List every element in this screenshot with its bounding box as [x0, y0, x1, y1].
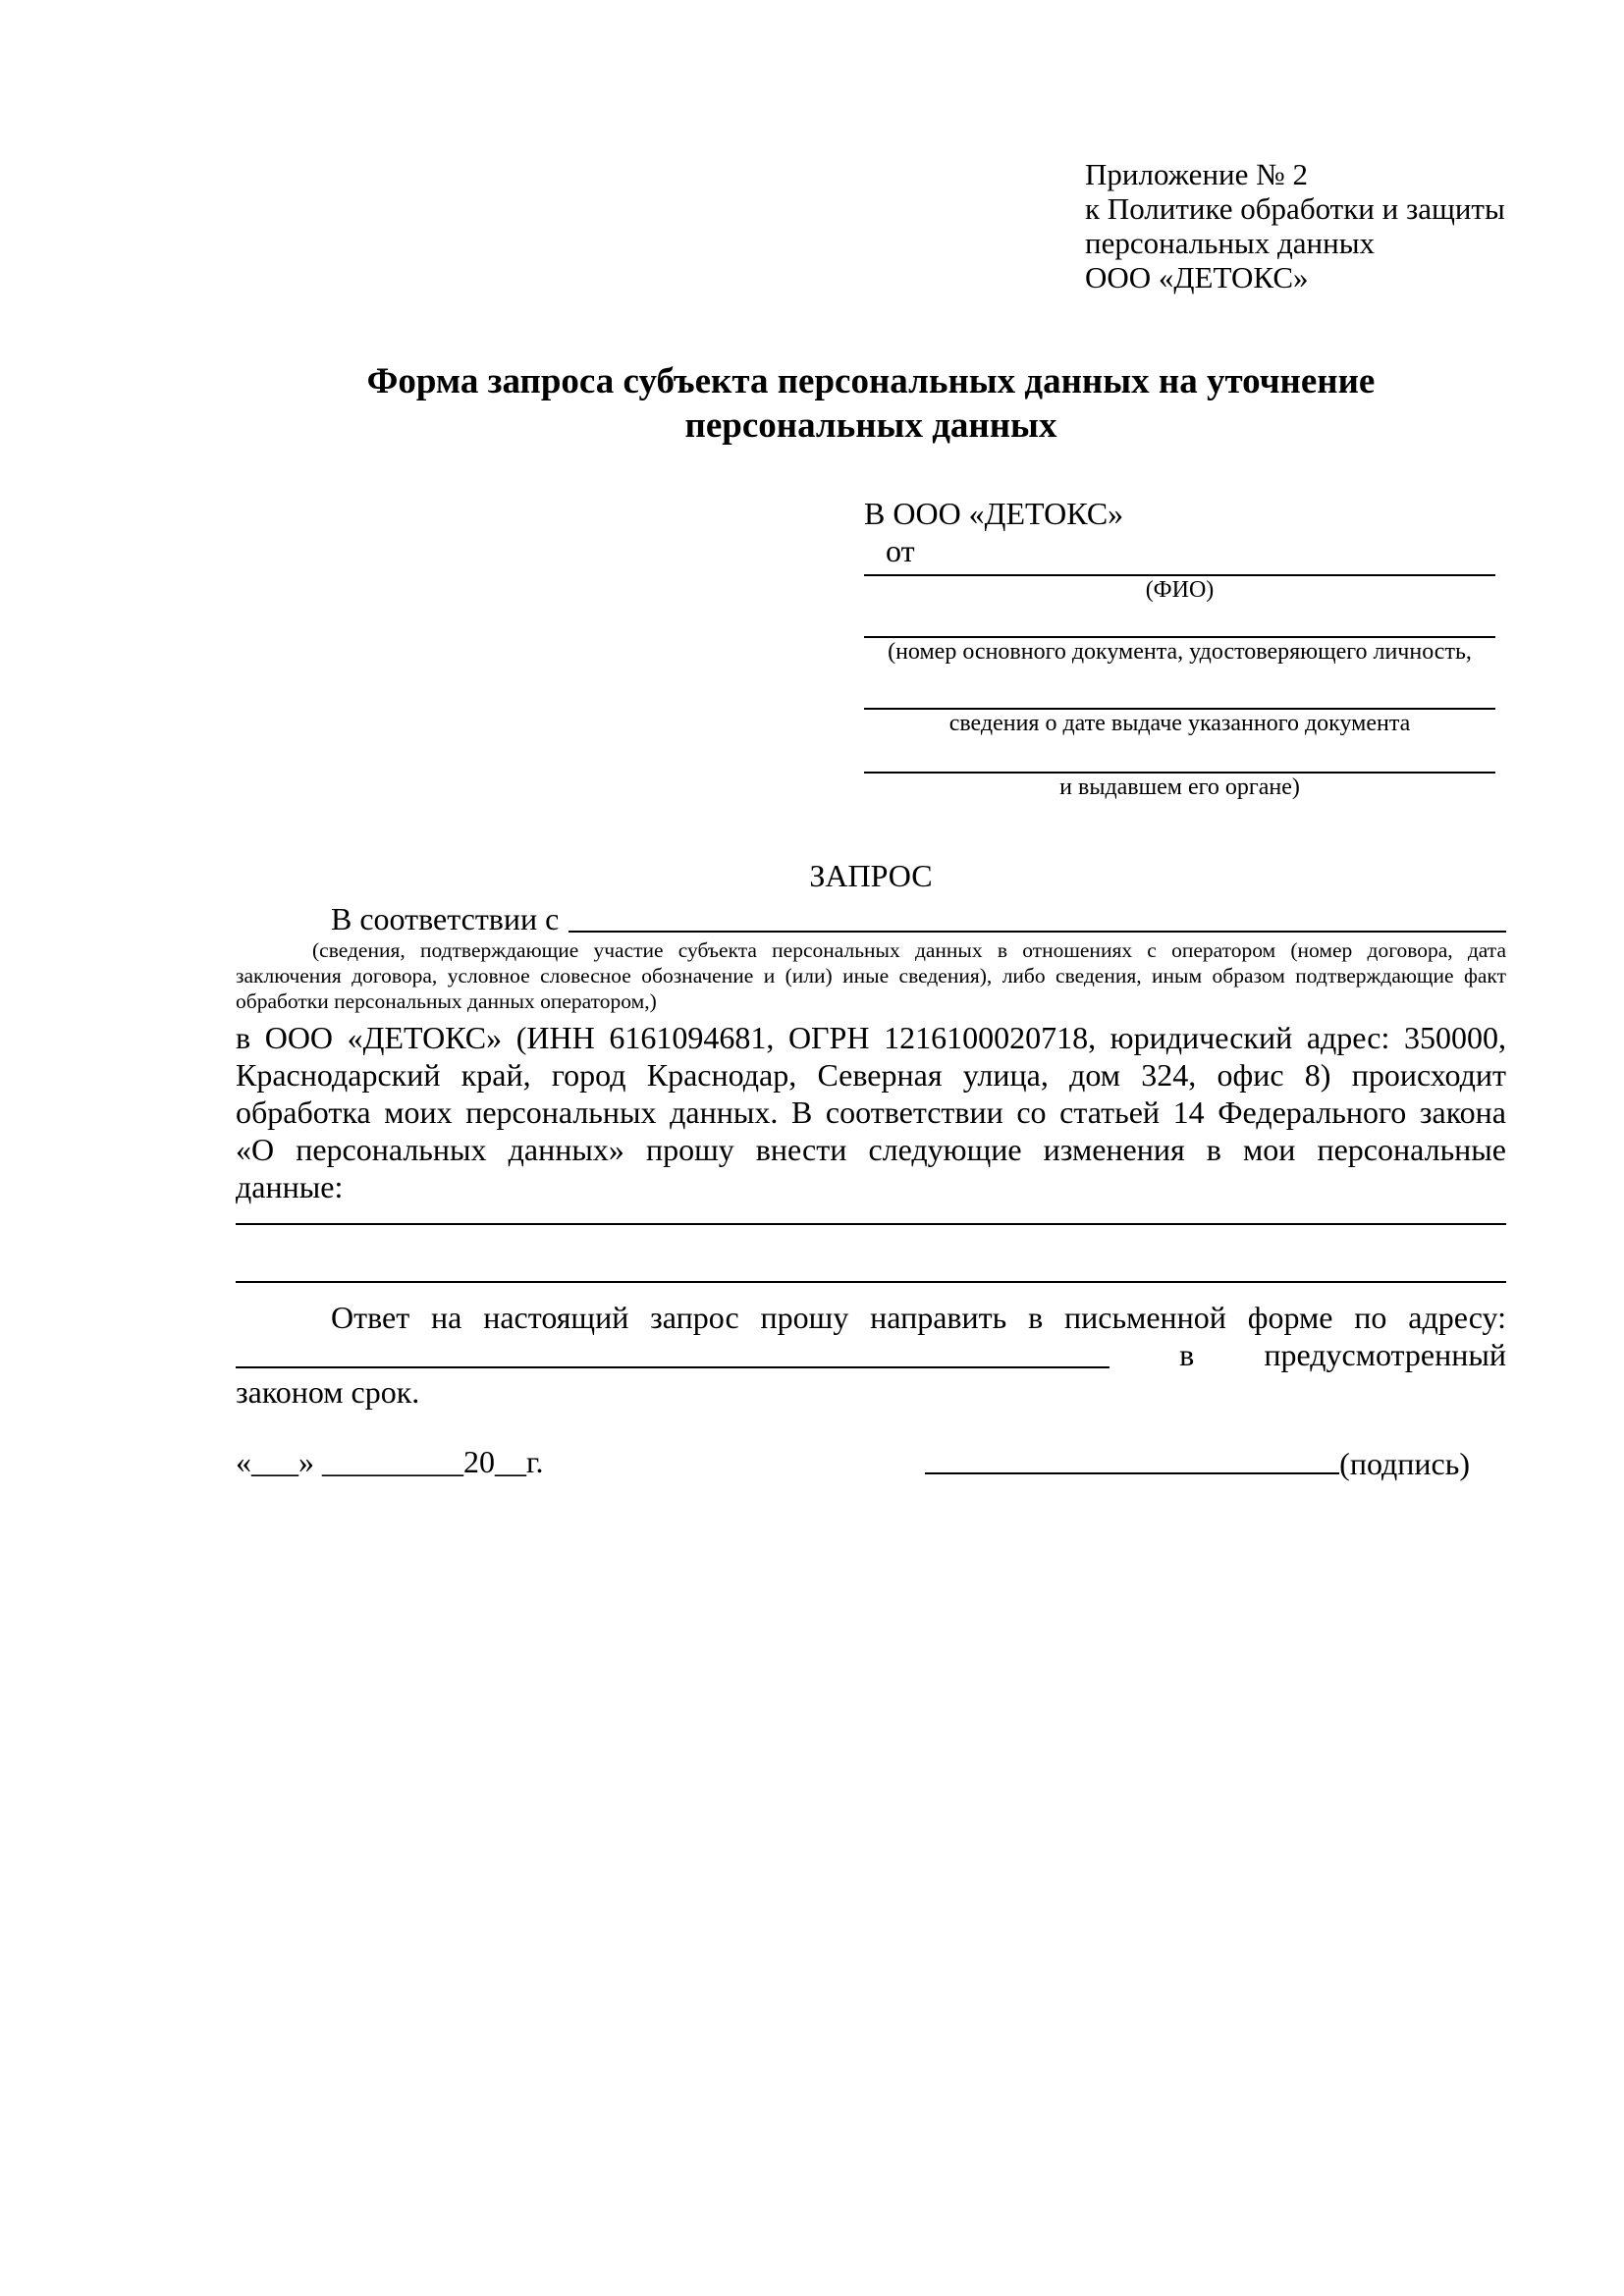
document-title-line: персональных данных: [684, 405, 1057, 446]
request-body-line: «О персональных данных» прошу внести следующие изменения в мои персональные: [236, 1132, 1506, 1167]
header-block: [1085, 157, 1506, 294]
fio-caption: (ФИО): [1145, 577, 1215, 603]
fio-blank-line: [864, 569, 1495, 576]
intro-line: [236, 900, 1506, 937]
addressee-to: В ООО «ДЕТОКС»: [864, 496, 1124, 531]
issue-date-caption: сведения о дате выдаче указанного документа: [948, 711, 1411, 736]
header-line: ООО «ДЕТОКС»: [1085, 260, 1309, 294]
reply-line-1: Ответ на настоящий запрос прошу направить в письменной форме по адресу:: [331, 1300, 1506, 1335]
request-body-line: Краснодарский край, город Краснодар, Северная улица, дом 324, офис 8) происходит: [236, 1057, 1506, 1093]
intro-label: В соответствии с: [331, 901, 560, 936]
request-heading: ЗАПРОС: [809, 858, 933, 893]
document-number-caption: (номер основного документа, удостоверяющего личность,: [888, 639, 1472, 665]
reply-line-2: [236, 1336, 1506, 1373]
explanatory-note-line: обработки персональных данных оператором,): [236, 989, 657, 1013]
header-line: Приложение № 2: [1085, 157, 1308, 191]
reply-paragraph: [236, 1299, 1506, 1411]
intro-blank-line: [568, 900, 1506, 933]
document-number-blank-line: [864, 604, 1495, 638]
reply-line-3: законом срок.: [236, 1374, 420, 1410]
document-title-line: Форма запроса субъекта персональных данных на уточнение: [366, 361, 1376, 401]
signature-caption: (подпись): [1339, 1446, 1470, 1481]
header-line: персональных данных: [1085, 226, 1376, 260]
header-line: к Политике обработки и защиты: [1085, 191, 1505, 226]
document-title: [236, 359, 1506, 448]
addressee-block: [864, 495, 1495, 801]
request-body-line: данные:: [236, 1169, 344, 1204]
address-blank-line: [236, 1336, 1110, 1368]
explanatory-note: [236, 937, 1506, 1014]
issuing-authority-caption: и выдавшем его органе): [1059, 774, 1300, 800]
signature-blank-line: [925, 1443, 1339, 1474]
document-content: [0, 157, 1624, 1482]
addressee-from-label: от: [886, 533, 915, 568]
explanatory-note-line: заключения договора, условное словесное обозначение и (или) иные сведения), либо сведения, иным образом подтверждающие факт: [236, 964, 1506, 988]
changes-blank-line-2: [236, 1225, 1506, 1283]
reply-word: в: [1179, 1337, 1195, 1372]
reply-word: предусмотренный: [1264, 1337, 1506, 1372]
request-body-line: обработка моих персональных данных. В соответствии со статьей 14 Федерального закона: [236, 1095, 1506, 1130]
signature-area: [925, 1443, 1470, 1482]
issuing-authority-blank-line: [864, 737, 1495, 774]
issue-date-blank-line: [864, 666, 1495, 710]
date-blank: «___» _________20__г.: [236, 1444, 544, 1479]
changes-blank-line-1: [236, 1205, 1506, 1225]
request-body-line: в ООО «ДЕТОКС» (ИНН 6161094681, ОГРН 1216100020718, юридический адрес: 350000,: [236, 1020, 1506, 1055]
footer-row: [236, 1443, 1506, 1482]
explanatory-note-line: (сведения, подтверждающие участие субъекта персональных данных в отношениях с оператором (номер договора, дата: [312, 938, 1506, 962]
request-body: [236, 1019, 1506, 1205]
